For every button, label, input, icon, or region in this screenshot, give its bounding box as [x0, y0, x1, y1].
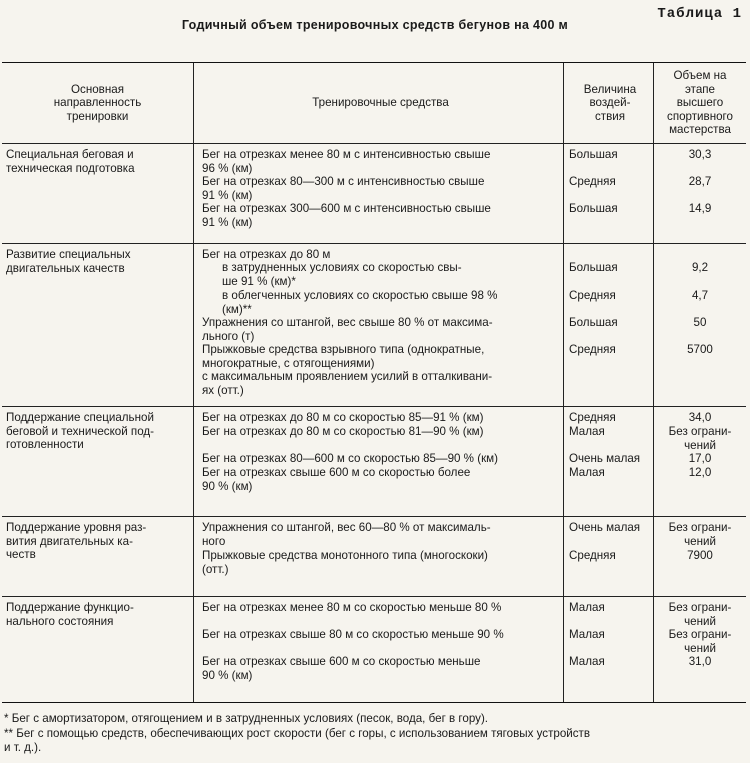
means-item: [202, 521, 559, 548]
volume-value: 30,3: [688, 148, 712, 161]
header-means: Тренировочные средства: [312, 96, 449, 110]
means-text: Бег на отрезках менее 80 м со скоростью меньше 80 %: [202, 601, 502, 614]
means-text: в облегченных условиях со скоростью свыше 98 % (км)**: [222, 289, 498, 316]
table-section-row: [2, 597, 746, 702]
focus-cell: [2, 597, 194, 702]
impact-value: Малая: [569, 628, 605, 641]
means-text: Бег на отрезках до 80 м со скоростью 81—90 % (км): [202, 425, 484, 438]
means-text: Бег на отрезках до 80 м со скоростью 85—91 % (км): [202, 411, 484, 424]
impact-value: Средняя: [569, 411, 616, 424]
volume-value: 4,7: [691, 289, 709, 302]
means-text: Упражнения со штангой, вес свыше 80 % от максима- льного (т): [202, 316, 493, 343]
table-body: [2, 144, 746, 702]
focus-cell: [2, 517, 194, 596]
table-title: Годичный объем тренировочных средств бегунов на 400 м: [181, 18, 569, 32]
section-focus: Поддержание специальной беговой и технической под- готовленности: [6, 411, 155, 451]
impact-cell: [564, 144, 654, 243]
means-item: [202, 655, 559, 682]
means-text: Бег на отрезках 300—600 м с интенсивностью свыше 91 % (км): [202, 202, 491, 229]
section-focus: Поддержание функцио- нального состояния: [6, 601, 134, 628]
means-item: [202, 261, 559, 288]
volume-cell: [654, 244, 746, 406]
footnote-2: ** Бег с помощью средств, обеспечивающих рост скорости (бег с горы, с использованием тяговых устройств и т. д.).: [4, 727, 591, 754]
means-item: [202, 289, 559, 316]
means-item: [202, 316, 559, 343]
footnote-1: * Бег с амортизатором, отягощением и в затрудненных условиях (песок, вода, бег в гору).: [4, 712, 489, 725]
table-header-row: [2, 63, 746, 144]
volume-cell: [654, 407, 746, 516]
volume-value: 5700: [687, 343, 713, 356]
means-text: Упражнения со штангой, вес 60—80 % от максималь- ного: [202, 521, 491, 548]
means-cell: [194, 517, 564, 596]
volume-value: 14,9: [688, 202, 712, 215]
means-cell: [194, 244, 564, 406]
impact-value: Большая: [569, 202, 618, 215]
impact-value: Средняя: [569, 343, 616, 356]
impact-value: Очень малая: [569, 452, 641, 465]
focus-cell: [2, 144, 194, 243]
impact-value: Большая: [569, 316, 618, 329]
means-text: Прыжковые средства монотонного типа (многоскоки) (отт.): [202, 549, 488, 576]
means-text: Бег на отрезках свыше 80 м со скоростью меньше 90 %: [202, 628, 504, 641]
table-section-row: [2, 244, 746, 407]
means-item: [202, 148, 559, 175]
volume-value: 50: [693, 316, 707, 329]
impact-value: Средняя: [569, 175, 616, 188]
means-text: в затрудненных условиях со скоростью свы- ше 91 % (км)*: [222, 261, 462, 288]
header-impact: Величина воздей- ствия: [583, 82, 637, 123]
training-table: [2, 62, 746, 703]
impact-value: Малая: [569, 425, 605, 438]
section-focus: Специальная беговая и техническая подготовка: [6, 148, 135, 175]
impact-cell: [564, 597, 654, 702]
means-item: [202, 411, 559, 425]
impact-value: Средняя: [569, 549, 616, 562]
table-number: Таблица 1: [657, 6, 742, 22]
volume-value: 34,0: [688, 411, 712, 424]
volume-cell: [654, 597, 746, 702]
means-item: [202, 452, 559, 466]
volume-value: 12,0: [688, 466, 712, 479]
volume-value: Без ограни- чений: [668, 601, 732, 628]
focus-cell: [2, 244, 194, 406]
table-section-row: [2, 407, 746, 517]
means-cell: [194, 407, 564, 516]
volume-value: Без ограни- чений: [668, 521, 732, 548]
means-text: Бег на отрезках 80—600 м со скоростью 85—90 % (км): [202, 452, 498, 465]
impact-value: Большая: [569, 261, 618, 274]
impact-value: Большая: [569, 148, 618, 161]
means-item: [202, 466, 559, 493]
means-cell: [194, 144, 564, 243]
volume-value: 28,7: [688, 175, 712, 188]
header-focus-cell: [2, 63, 194, 143]
impact-cell: [564, 517, 654, 596]
means-text: Бег на отрезках 80—300 м с интенсивностью свыше 91 % (км): [202, 175, 485, 202]
impact-value: Малая: [569, 601, 605, 614]
header-volume: Объем на этапе высшего спортивного мастерства: [667, 69, 733, 137]
means-item: [202, 425, 559, 439]
header-impact-cell: [564, 63, 654, 143]
impact-value: Малая: [569, 655, 605, 668]
means-item: [202, 175, 559, 202]
volume-value: 9,2: [691, 261, 709, 274]
header-means-cell: [194, 63, 564, 143]
means-text: с максимальным проявлением усилий в отталкивани- ях (отт.): [202, 370, 493, 397]
focus-cell: [2, 407, 194, 516]
means-text: Прыжковые средства взрывного типа (однократные, многократные, с отягощениями): [202, 343, 485, 370]
means-item: [202, 248, 559, 262]
impact-value: Очень малая: [569, 521, 641, 534]
volume-value: Без ограни- чений: [668, 425, 732, 452]
section-focus: Развитие специальных двигательных качеств: [6, 248, 131, 275]
means-item: [202, 343, 559, 370]
means-item: [202, 370, 559, 397]
means-text: Бег на отрезках свыше 600 м со скоростью меньше 90 % (км): [202, 655, 481, 682]
means-item: [202, 549, 559, 576]
volume-value: 17,0: [688, 452, 712, 465]
volume-cell: [654, 517, 746, 596]
means-item: [202, 601, 559, 615]
impact-cell: [564, 244, 654, 406]
impact-value: Малая: [569, 466, 605, 479]
header-focus: Основная направленность тренировки: [53, 82, 142, 123]
means-text: Бег на отрезках свыше 600 м со скоростью более 90 % (км): [202, 466, 471, 493]
table-section-row: [2, 144, 746, 244]
means-cell: [194, 597, 564, 702]
means-item: [202, 202, 559, 229]
means-item: [202, 628, 559, 642]
means-text: Бег на отрезках до 80 м: [202, 248, 331, 261]
volume-value: 31,0: [688, 655, 712, 668]
impact-value: Средняя: [569, 289, 616, 302]
means-text: Бег на отрезках менее 80 м с интенсивностью свыше 96 % (км): [202, 148, 491, 175]
volume-value: Без ограни- чений: [668, 628, 732, 655]
volume-value: 7900: [687, 549, 713, 562]
section-focus: Поддержание уровня раз- вития двигательных ка- честв: [6, 521, 147, 561]
impact-cell: [564, 407, 654, 516]
header-volume-cell: [654, 63, 746, 143]
volume-cell: [654, 144, 746, 243]
table-section-row: [2, 517, 746, 597]
